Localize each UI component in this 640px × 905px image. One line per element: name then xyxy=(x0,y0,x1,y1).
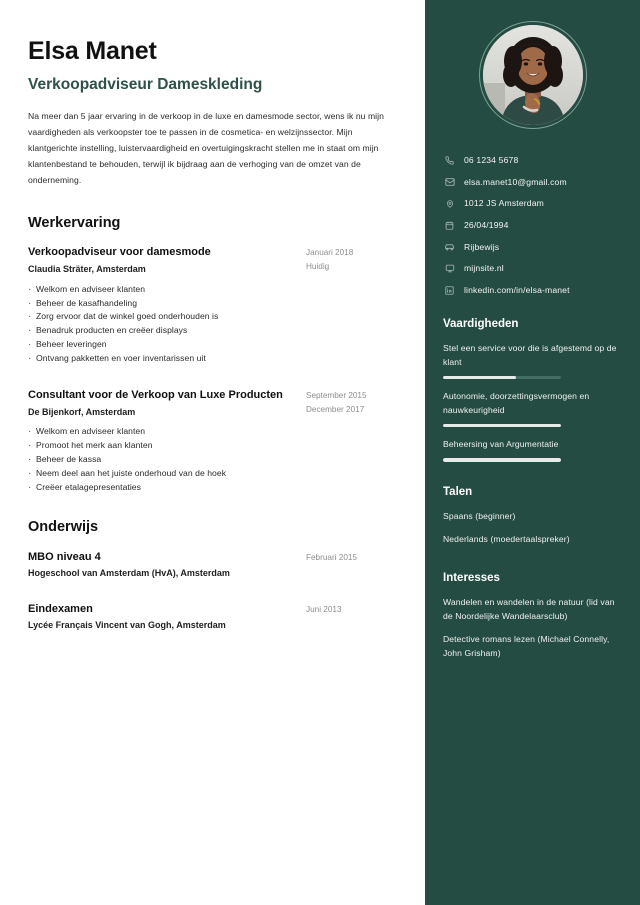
contact-value-license: Rijbewijs xyxy=(464,241,500,252)
skill-progress-bar xyxy=(443,376,561,379)
profile-photo-illustration xyxy=(483,25,583,125)
list-item: · Welkom en adviseer klanten xyxy=(28,425,397,439)
contact-value-location: 1012 JS Amsterdam xyxy=(464,198,544,209)
education-date-value: Juni 2013 xyxy=(306,604,342,614)
experience-entry-header xyxy=(28,388,397,418)
education-institution: Hogeschool van Amsterdam (HvA), Amsterdam xyxy=(28,568,230,579)
skill-progress-bar xyxy=(443,424,561,427)
experience-entry-header xyxy=(28,245,397,275)
skill-item xyxy=(443,438,622,461)
contact-value-website: mijnsite.nl xyxy=(464,263,504,274)
section-heading-interests: Interesses xyxy=(443,572,500,585)
education-degree: Eindexamen xyxy=(28,602,93,615)
monitor-icon xyxy=(443,263,456,274)
list-item: · Promoot het merk aan klanten xyxy=(28,439,397,453)
experience-role: Consultant voor de Verkoop van Luxe Producten xyxy=(28,389,283,402)
list-item: · Zorg ervoor dat de winkel goed onderhouden is xyxy=(28,310,397,324)
car-icon xyxy=(443,242,456,253)
experience-bullet-list xyxy=(28,283,397,367)
experience-organization: De Bijenkorf, Amsterdam xyxy=(28,406,136,417)
education-entry-header xyxy=(28,550,397,580)
education-institution: Lycée Français Vincent van Gogh, Amsterdam xyxy=(28,620,226,631)
avatar xyxy=(479,21,587,129)
profile-summary: Na meer dan 5 jaar ervaring in de verkoop in de luxe en damesmode sector, wens ik nu mijn vaardigheden als verkoopster toe te passen in de cosmetica- en welzijnssector. Mijn klantgerichte instelling, luistervaardigheid en overtuigingskracht stellen me in staat om mijn klantenbestand te behouden, terwijl ik bijdraag aan de verhoging van de omzet van de onderneming. xyxy=(28,111,384,185)
education-entry xyxy=(28,550,397,580)
interest-item: Detective romans lezen (Michael Connelly, John Grisham) xyxy=(443,634,610,658)
list-item: · Beheer de kasafhandeling xyxy=(28,297,397,311)
education-date xyxy=(306,602,397,617)
skill-label: Stel een service voor die is afgestemd op de klant xyxy=(443,343,617,367)
skill-item xyxy=(443,342,622,379)
phone-icon xyxy=(443,155,456,166)
education-entry-main xyxy=(28,602,306,632)
linkedin-icon xyxy=(443,285,456,296)
contact-item-birthdate[interactable] xyxy=(443,220,622,231)
contact-value-birthdate: 26/04/1994 xyxy=(464,220,509,231)
experience-date-end: Huidig xyxy=(306,262,330,272)
map-pin-icon xyxy=(443,198,456,209)
experience-entry xyxy=(28,245,397,366)
experience-date-range xyxy=(306,245,397,273)
calendar-icon xyxy=(443,220,456,231)
experience-bullet-list xyxy=(28,425,397,495)
contact-item-phone[interactable] xyxy=(443,155,622,166)
contact-item-location[interactable] xyxy=(443,198,622,209)
skill-label: Autonomie, doorzettingsvermogen en nauwkeurigheid xyxy=(443,391,590,416)
experience-date-start: September 2015 xyxy=(306,391,367,401)
experience-date-range xyxy=(306,388,397,416)
section-heading-education: Onderwijs xyxy=(28,518,99,535)
language-item: Spaans (beginner) xyxy=(443,510,516,521)
list-item: · Neem deel aan het juiste onderhoud van de hoek xyxy=(28,467,397,481)
list-item: · Ontvang pakketten en voer inventarissen uit xyxy=(28,352,397,366)
contact-item-linkedin[interactable] xyxy=(443,285,622,296)
envelope-icon xyxy=(443,177,456,188)
list-item: · Beheer leveringen xyxy=(28,338,397,352)
list-item: · Benadruk producten en creëer displays xyxy=(28,324,397,338)
job-title-subtitle: Verkoopadviseur Dameskleding xyxy=(28,75,263,93)
contact-value-linkedin: linkedin.com/in/elsa-manet xyxy=(464,285,570,296)
skill-item xyxy=(443,390,622,427)
skill-progress-bar xyxy=(443,458,561,461)
education-date-value: Februari 2015 xyxy=(306,552,357,562)
experience-entry xyxy=(28,388,397,495)
sidebar xyxy=(425,0,640,905)
education-entry xyxy=(28,602,397,632)
skill-label: Beheersing van Argumentatie xyxy=(443,439,559,450)
experience-date-end: December 2017 xyxy=(306,404,365,414)
skill-progress-fill xyxy=(443,458,561,461)
interest-item: Wandelen en wandelen in de natuur (lid van de Noordelijke Wandelaarsclub) xyxy=(443,597,615,622)
contact-item-website[interactable] xyxy=(443,263,622,274)
education-entry-header xyxy=(28,602,397,632)
section-heading-experience: Werkervaring xyxy=(28,214,121,231)
list-item: · Beheer de kassa xyxy=(28,453,397,467)
list-item: · Welkom en adviseer klanten xyxy=(28,283,397,297)
section-heading-languages: Talen xyxy=(443,485,473,498)
language-item: Nederlands (moedertaalspreker) xyxy=(443,533,570,544)
contact-item-email[interactable] xyxy=(443,177,622,188)
contact-value-phone: 06 1234 5678 xyxy=(464,155,519,165)
profile-photo xyxy=(483,25,583,125)
contact-list xyxy=(443,155,622,296)
education-date xyxy=(306,550,397,565)
list-item: · Creëer etalagepresentaties xyxy=(28,481,397,495)
skill-progress-fill xyxy=(443,376,516,379)
experience-role: Verkoopadviseur voor damesmode xyxy=(28,246,211,259)
experience-organization: Claudia Sträter, Amsterdam xyxy=(28,264,146,274)
section-heading-skills: Vaardigheden xyxy=(443,318,519,331)
experience-entry-main xyxy=(28,388,306,418)
contact-value-email: elsa.manet10@gmail.com xyxy=(464,176,567,187)
experience-date-start: Januari 2018 xyxy=(306,248,354,258)
skill-progress-fill xyxy=(443,424,561,427)
education-entry-main xyxy=(28,550,306,580)
page-title: Elsa Manet xyxy=(28,37,157,65)
education-degree: MBO niveau 4 xyxy=(28,550,101,563)
experience-entry-main xyxy=(28,245,306,275)
contact-item-license[interactable] xyxy=(443,242,622,253)
